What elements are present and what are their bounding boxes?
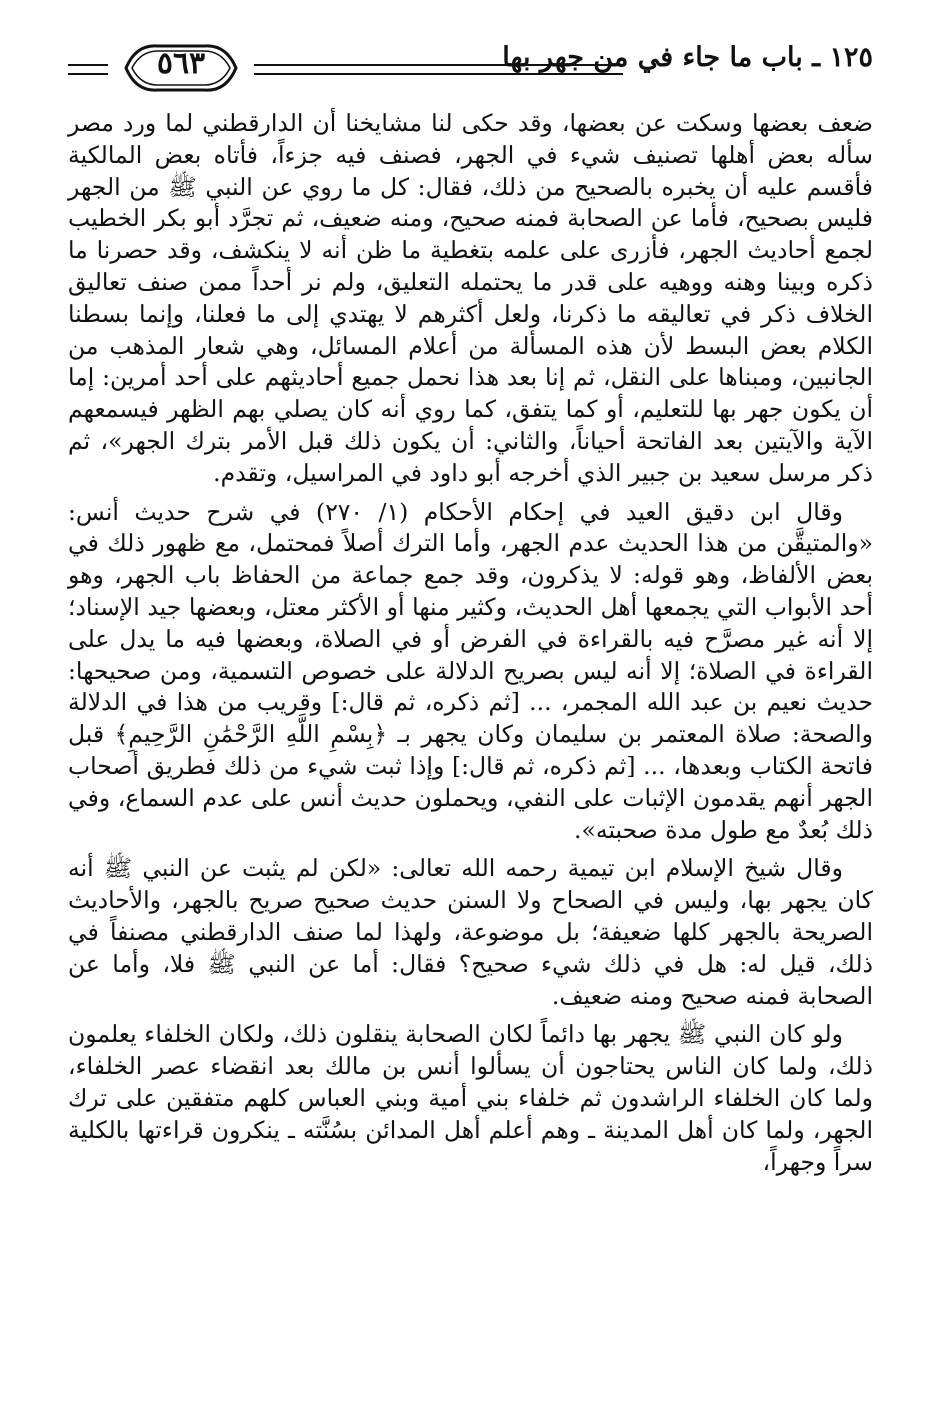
page-header <box>68 40 873 102</box>
page-number: ٥٦٣ <box>156 46 206 81</box>
chapter-title: ١٢٥ ـ باب ما جاء في من جهر بها <box>502 42 873 73</box>
paragraph: وقال شيخ الإسلام ابن تيمية رحمه الله تعالى: «لكن لم يثبت عن النبي ﷺ أنه كان يجهر بها، وليس في الصحاح ولا السنن حديث صحيح صريح بالجهر، والأحاديث الصريحة بالجهر كلها ضعيفة؛ بل موضوعة، ولهذا لما صنف الدارقطني مصنفاً في ذلك، قيل له: هل في ذلك شيء صحيح؟ فقال: أما عن النبي ﷺ فلا، وأما عن الصحابة فمنه صحيح ومنه ضعيف. <box>68 854 873 1010</box>
header-rule-left <box>68 64 108 75</box>
paragraph: ضعف بعضها وسكت عن بعضها، وقد حكى لنا مشايخنا أن الدارقطني لما ورد مصر سأله بعض أهلها تصنيف شيء في الجهر، فصنف فيه جزءاً، فأتاه بعض المالكية فأقسم عليه أن يخبره بالصحيح من ذلك، فقال: كل ما روي عن النبي ﷺ من الجهر فليس بصحيح، فأما عن الصحابة فمنه صحيح، ومنه ضعيف، ثم تجرَّد أبو بكر الخطيب لجمع أحاديث الجهر، فأزرى على علمه بتغطية ما ظن أنه لا ينكشف، وقد حصرنا ما ذكره وبينا وهنه ووهيه على قدر ما يحتمله التعليق، ولم نر أحداً ممن صنف تعاليق الخلاف ذكر في تعاليقه ما ذكرنا، ولعل أكثرهم لا يهتدي إلى ما فعلنا، وإنما بسطنا الكلام بعض البسط لأن هذه المسألة من أعلام المسائل، وهي شعار المذهب من الجانبين، ومبناها على النقل، ثم إنا بعد هذا نحمل جميع أحاديثهم على أحد أمرين: إما أن يكون جهر بها للتعليم، أو كما يتفق، كما روي أنه كان يصلي بهم الظهر فيسمعهم الآية والآيتين بعد الفاتحة أحياناً، والثاني: أن يكون ذلك قبل الأمر بترك الجهر»، ثم ذكر مرسل سعيد بن جبير الذي أخرجه أبو داود في المراسيل، وتقدم. <box>68 109 873 487</box>
page-number-badge <box>106 40 256 96</box>
paragraph: وقال ابن دقيق العيد في إحكام الأحكام (١/ ٢٧٠) في شرح حديث أنس: «والمتيقَّن من هذا الحديث عدم الجهر، وأما الترك أصلاً فمحتمل، مع ظهور ذلك في بعض الألفاظ، وهو قوله: لا يذكرون، وقد جمع جماعة من الحفاظ باب الجهر، وهو أحد الأبواب التي يجمعها أهل الحديث، وكثير منها أو الأكثر معتل، وبعضها جيد الإسناد؛ إلا أنه غير مصرَّح فيه بالقراءة في الفرض أو في الصلاة، وبعضها فيه ما يدل على القراءة في الصلاة؛ إلا أنه ليس بصريح الدلالة على خصوص التسمية، ومن صحيحها: حديث نعيم بن عبد الله المجمر، ... [ثم ذكره، ثم قال:] وقريب من هذا في الدلالة والصحة: صلاة المعتمر بن سليمان وكان يجهر بـ ﴿بِسْمِ اللَّهِ الرَّحْمَٰنِ الرَّحِيمِ﴾ قبل فاتحة الكتاب وبعدها، ... [ثم ذكره، ثم قال:] وإذا ثبت شيء من ذلك فطريق أصحاب الجهر أنهم يقدمون الإثبات على النفي، ويحملون حديث أنس على عدم السماع، وفي ذلك بُعدٌ مع طول مدة صحبته». <box>68 497 873 844</box>
header-rule-right <box>254 64 623 75</box>
page-body <box>68 108 873 1185</box>
paragraph: ولو كان النبي ﷺ يجهر بها دائماً لكان الصحابة ينقلون ذلك، ولكان الخلفاء يعلمون ذلك، ولما كان الناس يحتاجون أن يسألوا أنس بن مالك بعد انقضاء عصر الخلفاء، ولما كان الخلفاء الراشدون ثم خلفاء بني أمية وبني العباس كلهم متفقين على ترك الجهر، ولما كان أهل المدينة ـ وهم أعلم أهل المدائن بسُنَّته ـ ينكرون قراءتها بالكلية سراً وجهراً، <box>68 1020 873 1176</box>
